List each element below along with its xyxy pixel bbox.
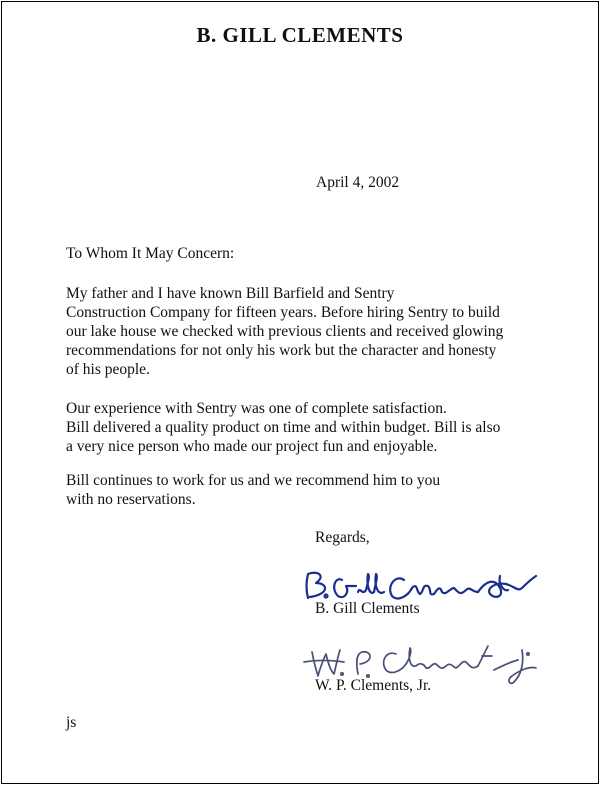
salutation: To Whom It May Concern:	[66, 245, 235, 262]
body-paragraph-2: Our experience with Sentry was one of complete satisfaction. Bill delivered a quality product on time and within budget. Bill is also a very nice person who made our project fun and enjoyable.	[66, 400, 501, 455]
letterhead-title: B. GILL CLEMENTS	[196, 23, 404, 47]
body-paragraph-3: Bill continues to work for us and we recommend him to you with no reservations.	[66, 472, 441, 508]
letter-date: April 4, 2002	[316, 174, 400, 191]
signature-ink	[307, 573, 537, 599]
signer-name-1: B. Gill Clements	[315, 600, 420, 617]
closing: Regards,	[315, 529, 370, 546]
signer-name-2: W. P. Clements, Jr.	[315, 677, 432, 694]
body-paragraph-1: My father and I have known Bill Barfield and Sentry Construction Company for fifteen years. Before hiring Sentry to build our lake house we checked with previous clients and received glowing recommendations for not only his work but the character and honesty of his people.	[66, 285, 504, 378]
typist-initials: js	[66, 714, 77, 731]
